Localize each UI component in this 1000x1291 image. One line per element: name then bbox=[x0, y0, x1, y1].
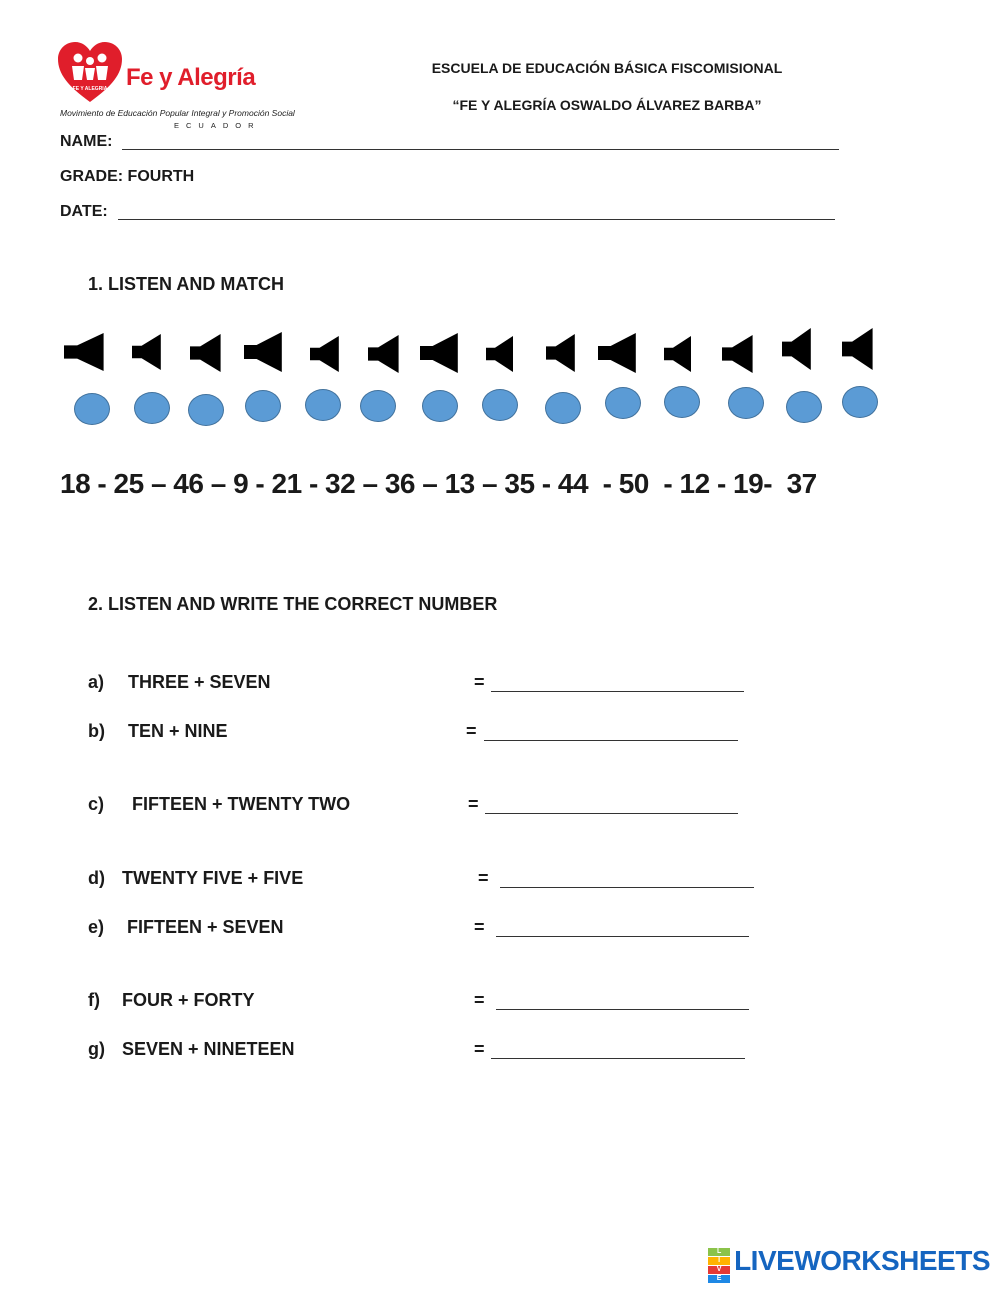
badge-letter-l: L bbox=[708, 1248, 730, 1256]
badge-letter-i: I bbox=[708, 1257, 730, 1265]
answer-circle[interactable] bbox=[605, 387, 641, 419]
answer-circle[interactable] bbox=[360, 390, 396, 422]
heart-logo-icon bbox=[58, 42, 122, 104]
speaker-icon[interactable] bbox=[244, 332, 286, 372]
name-label: NAME: bbox=[60, 133, 113, 150]
answer-circle[interactable] bbox=[728, 387, 764, 419]
speaker-icon[interactable] bbox=[190, 334, 224, 372]
school-subtitle: “FE Y ALEGRÍA OSWALDO ÁLVAREZ BARBA” bbox=[452, 97, 762, 113]
watermark-text: LIVEWORKSHEETS bbox=[734, 1245, 990, 1276]
speaker-icon[interactable] bbox=[722, 335, 756, 373]
answer-field[interactable] bbox=[496, 936, 749, 937]
numbers-line: 18 - 25 – 46 – 9 - 21 - 32 – 36 – 13 – 35 - 44 - 50 - 12 - 19- 37 bbox=[60, 468, 817, 499]
speaker-icon[interactable] bbox=[486, 336, 516, 372]
question-letter: g) bbox=[88, 1039, 105, 1059]
logo-heart-text: FE Y ALEGRIA bbox=[72, 86, 108, 92]
live-badge-icon bbox=[708, 1248, 730, 1282]
equals-sign: = bbox=[474, 917, 485, 937]
speaker-icon[interactable] bbox=[64, 333, 108, 371]
liveworksheets-watermark bbox=[708, 1245, 990, 1282]
badge-letter-e: E bbox=[708, 1275, 730, 1283]
equals-sign: = bbox=[466, 721, 477, 741]
answer-circle[interactable] bbox=[482, 389, 518, 421]
speaker-icon[interactable] bbox=[310, 336, 342, 372]
name-field[interactable] bbox=[122, 149, 839, 150]
question-text: THREE + SEVEN bbox=[128, 672, 271, 692]
section1-title: 1. LISTEN AND MATCH bbox=[88, 274, 284, 294]
answer-circle[interactable] bbox=[245, 390, 281, 422]
question-text: FIFTEEN + SEVEN bbox=[127, 917, 284, 937]
answer-field[interactable] bbox=[484, 740, 738, 741]
date-field[interactable] bbox=[118, 219, 835, 220]
question-text: TWENTY FIVE + FIVE bbox=[122, 868, 304, 888]
answer-field[interactable] bbox=[491, 1058, 745, 1059]
speaker-icon[interactable] bbox=[782, 328, 814, 370]
answer-circle[interactable] bbox=[664, 386, 700, 418]
answer-circle[interactable] bbox=[188, 394, 224, 426]
answer-circle[interactable] bbox=[422, 390, 458, 422]
school-logo bbox=[58, 42, 295, 134]
answer-circle[interactable] bbox=[786, 391, 822, 423]
question-letter: c) bbox=[88, 794, 105, 814]
logo-brand: Fe y Alegría bbox=[126, 64, 256, 91]
answer-circle[interactable] bbox=[545, 392, 581, 424]
speaker-icon[interactable] bbox=[368, 335, 402, 373]
answer-circle[interactable] bbox=[74, 393, 110, 425]
grade-label: GRADE: FOURTH bbox=[60, 168, 195, 185]
question-letter: e) bbox=[88, 917, 105, 937]
speaker-icon[interactable] bbox=[546, 334, 578, 372]
speaker-icon[interactable] bbox=[132, 334, 164, 370]
equals-sign: = bbox=[474, 672, 485, 692]
answer-field[interactable] bbox=[496, 1009, 749, 1010]
question-text: FOUR + FORTY bbox=[122, 990, 255, 1010]
speaker-icon[interactable] bbox=[842, 328, 876, 370]
equals-sign: = bbox=[468, 794, 479, 814]
answer-circle[interactable] bbox=[305, 389, 341, 421]
question-letter: d) bbox=[88, 868, 105, 888]
speaker-icon[interactable] bbox=[664, 336, 694, 372]
equals-sign: = bbox=[474, 990, 485, 1010]
answer-field[interactable] bbox=[500, 887, 754, 888]
question-text: TEN + NINE bbox=[128, 721, 228, 741]
badge-letter-v: V bbox=[708, 1266, 730, 1274]
question-letter: b) bbox=[88, 721, 105, 741]
question-text: SEVEN + NINETEEN bbox=[122, 1039, 295, 1059]
section2-title: 2. LISTEN AND WRITE THE CORRECT NUMBER bbox=[88, 594, 498, 614]
answer-circle[interactable] bbox=[842, 386, 878, 418]
speaker-icon[interactable] bbox=[420, 333, 462, 373]
logo-subtitle: Movimiento de Educación Popular Integral y Promoción Social bbox=[60, 108, 295, 118]
date-label: DATE: bbox=[60, 203, 108, 220]
speaker-icon[interactable] bbox=[598, 333, 640, 373]
answer-circle[interactable] bbox=[134, 392, 170, 424]
question-text: FIFTEEN + TWENTY TWO bbox=[132, 794, 351, 814]
school-name: ESCUELA DE EDUCACIÓN BÁSICA FISCOMISIONAL bbox=[431, 60, 783, 76]
equals-sign: = bbox=[474, 1039, 485, 1059]
logo-country: ECUADOR bbox=[174, 121, 261, 130]
answer-field[interactable] bbox=[491, 691, 744, 692]
question-letter: f) bbox=[88, 990, 100, 1010]
answer-field[interactable] bbox=[485, 813, 738, 814]
equals-sign: = bbox=[478, 868, 489, 888]
question-letter: a) bbox=[88, 672, 105, 692]
